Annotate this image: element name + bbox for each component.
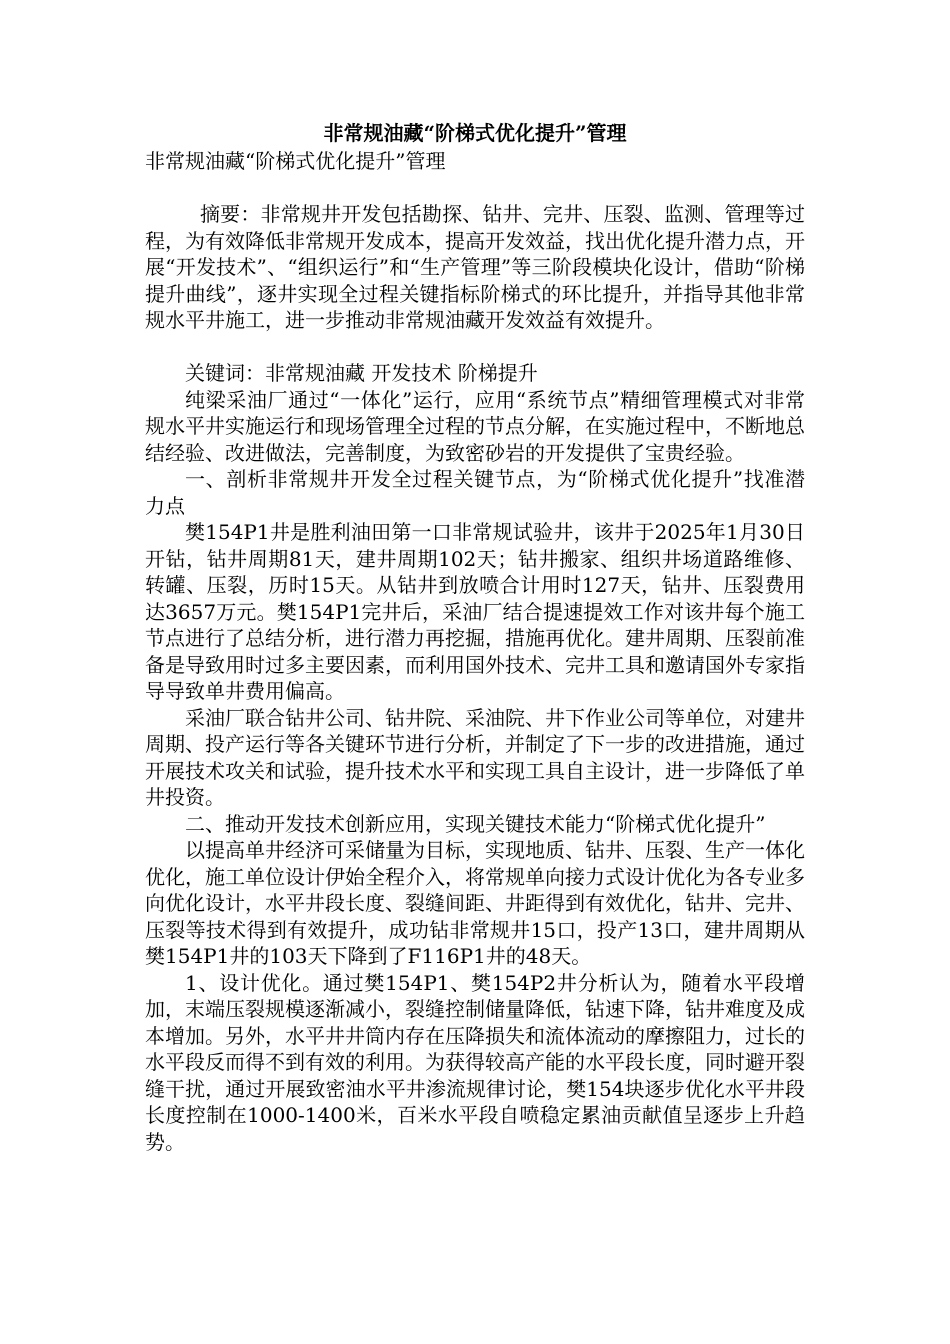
- document-subtitle: 非常规油藏“阶梯式优化提升”管理: [145, 149, 446, 173]
- body-paragraph: 采油厂联合钻井公司、钻井院、采油院、井下作业公司等单位，对建井周期、投产运行等各关键环节进行分析，并制定了下一步的改进措施，通过开展技术攻关和试验，提升技术水平和实现工具自主设计，进一步降低了单井投资。: [145, 705, 805, 809]
- abstract-paragraph: 摘要：非常规井开发包括勘探、钻井、完井、压裂、监测、管理等过程，为有效降低非常规开发成本，提高开发效益，找出优化提升潜力点，开展“开发技术”、“组织运行”和“生产管理”等三阶段模块化设计，借助“阶梯提升曲线”，逐井实现全过程关键指标阶梯式的环比提升，并指导其他非常规水平井施工，进一步推动非常规油藏开发效益有效提升。: [145, 202, 805, 332]
- keywords-line: 关键词：非常规油藏 开发技术 阶梯提升: [185, 361, 538, 385]
- body-paragraph: 以提高单井经济可采储量为目标，实现地质、钻井、压裂、生产一体化优化，施工单位设计伊始全程介入，将常规单向接力式设计优化为各专业多向优化设计，水平井段长度、裂缝间距、井距得到有效优化，钻井、完井、压裂等技术得到有效提升，成功钻非常规井15口，投产13口，建井周期从樊154P1井的103天下降到了F116P1井的48天。: [145, 838, 805, 968]
- body-paragraph: 纯梁采油厂通过“一体化”运行，应用“系统节点”精细管理模式对非常规水平井实施运行和现场管理全过程的节点分解，在实施过程中，不断地总结经验、改进做法，完善制度，为致密砂岩的开发提供了宝贵经验。: [145, 387, 805, 465]
- blank-line: [145, 334, 805, 361]
- section-heading: 二、推动开发技术创新应用，实现关键技术能力“阶梯式优化提升”: [185, 811, 766, 836]
- body-paragraph: 1、设计优化。通过樊154P1、樊154P2井分析认为，随着水平段增加，末端压裂规模逐渐减小，裂缝控制储量降低，钻速下降，钻井难度及成本增加。另外，水平井井筒内存在压降损失和流体流动的摩擦阻力，过长的水平段反而得不到有效的利用。为获得较高产能的水平段长度，同时避开裂缝干扰，通过开展致密油水平井渗流规律讨论，樊154块逐步优化水平井段长度控制在1000-1400米，百米水平段自喷稳定累油贡献值呈逐步上升趋势。: [145, 970, 805, 1154]
- blank-line: [145, 175, 805, 202]
- document-body: [145, 148, 805, 1155]
- section-heading: 一、剖析非常规井开发全过程关键节点，为“阶梯式优化提升”找准潜力点: [145, 467, 805, 518]
- body-paragraph: 樊154P1井是胜利油田第一口非常规试验井，该井于2025年1月30日开钻，钻井周期81天，建井周期102天；钻井搬家、组织井场道路维修、转罐、压裂，历时15天。从钻井到放喷合计用时127天，钻井、压裂费用达3657万元。樊154P1完井后，采油厂结合提速提效工作对该井每个施工节点进行了总结分析，进行潜力再挖掘，措施再优化。建井周期、压裂前准备是导致用时过多主要因素，而利用国外技术、完井工具和邀请国外专家指导导致单井费用偏高。: [145, 520, 805, 703]
- document-title: 非常规油藏“阶梯式优化提升”管理: [323, 121, 627, 145]
